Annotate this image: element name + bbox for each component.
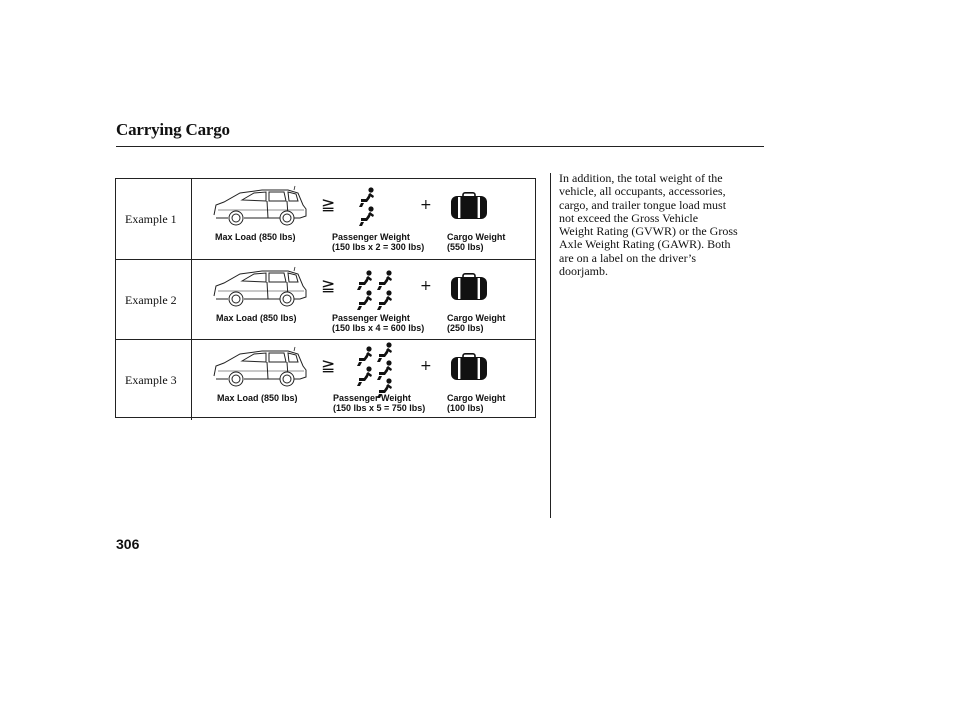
cargo-weight-caption [447,393,505,413]
passenger-weight-title: Passenger Weight [333,393,411,403]
seated-passenger-icon [356,270,374,290]
cargo-weight-title: Cargo Weight [447,232,506,242]
max-load-caption: Max Load (850 lbs) [216,313,297,323]
note-line: cargo, and trailer tongue load must [559,197,727,212]
seated-passenger-icon [356,290,374,310]
seated-passenger-icon [356,346,374,366]
passenger-weight-caption [333,393,425,413]
example-row-2 [116,259,535,340]
column-divider [191,179,192,259]
example-label: Example 3 [125,373,177,387]
suv-icon [210,185,310,229]
seated-passenger-icon [376,360,394,380]
example-label: Example 2 [125,293,177,307]
example-row-1 [116,179,535,259]
column-divider [191,260,192,340]
cargo-weight-title: Cargo Weight [447,313,506,323]
seated-passenger-icon [376,290,394,310]
note-line: Axle Weight Rating (GAWR). Both [559,237,731,252]
luggage-bag-icon [450,273,488,301]
max-load-caption: Max Load (850 lbs) [217,393,298,403]
plus-sign: + [420,358,432,374]
seated-passenger-icon [356,366,374,386]
plus-sign: + [420,278,432,294]
greater-equal-sign: ≧ [321,195,336,215]
passenger-weight-title: Passenger Weight [332,232,410,242]
example-row-3 [116,339,535,420]
greater-equal-sign: ≧ [321,276,336,296]
cargo-weight-value: (100 lbs) [447,403,484,413]
page-title: Carrying Cargo [116,120,230,139]
cargo-weight-caption [447,313,505,333]
suv-icon [210,266,310,310]
column-divider [191,340,192,420]
luggage-bag-icon [450,192,488,220]
cargo-weight-value: (250 lbs) [447,323,484,333]
note-line: are on a label on the driver’s [559,250,697,265]
seated-passenger-icon [376,342,394,362]
cargo-weight-caption [447,232,505,252]
note-line: vehicle, all occupants, accessories, [559,184,726,199]
passenger-weight-caption [332,232,424,252]
passenger-weight-calc: (150 lbs x 4 = 600 lbs) [332,323,425,333]
cargo-weight-title: Cargo Weight [447,393,506,403]
luggage-bag-icon [450,353,488,381]
page-number: 306 [116,536,140,552]
passenger-weight-calc: (150 lbs x 2 = 300 lbs) [332,242,425,252]
gvwr-note [559,172,769,278]
seated-passenger-icon [376,270,394,290]
seated-passenger-icon [358,206,376,226]
max-load-caption: Max Load (850 lbs) [215,232,296,242]
note-line: not exceed the Gross Vehicle [559,210,699,225]
load-examples-table [115,178,536,418]
note-line: doorjamb. [559,264,608,279]
seated-passenger-icon [358,187,376,207]
title-divider [116,146,764,147]
greater-equal-sign: ≧ [321,356,336,376]
passenger-weight-title: Passenger Weight [332,313,410,323]
column-rule [550,173,551,518]
passenger-weight-caption [332,313,424,333]
note-line: In addition, the total weight of the [559,171,723,185]
plus-sign: + [420,197,432,213]
note-line: Weight Rating (GVWR) or the Gross [559,224,738,239]
example-label: Example 1 [125,212,177,226]
suv-icon [210,346,310,390]
cargo-weight-value: (550 lbs) [447,242,484,252]
passenger-weight-calc: (150 lbs x 5 = 750 lbs) [333,403,426,413]
